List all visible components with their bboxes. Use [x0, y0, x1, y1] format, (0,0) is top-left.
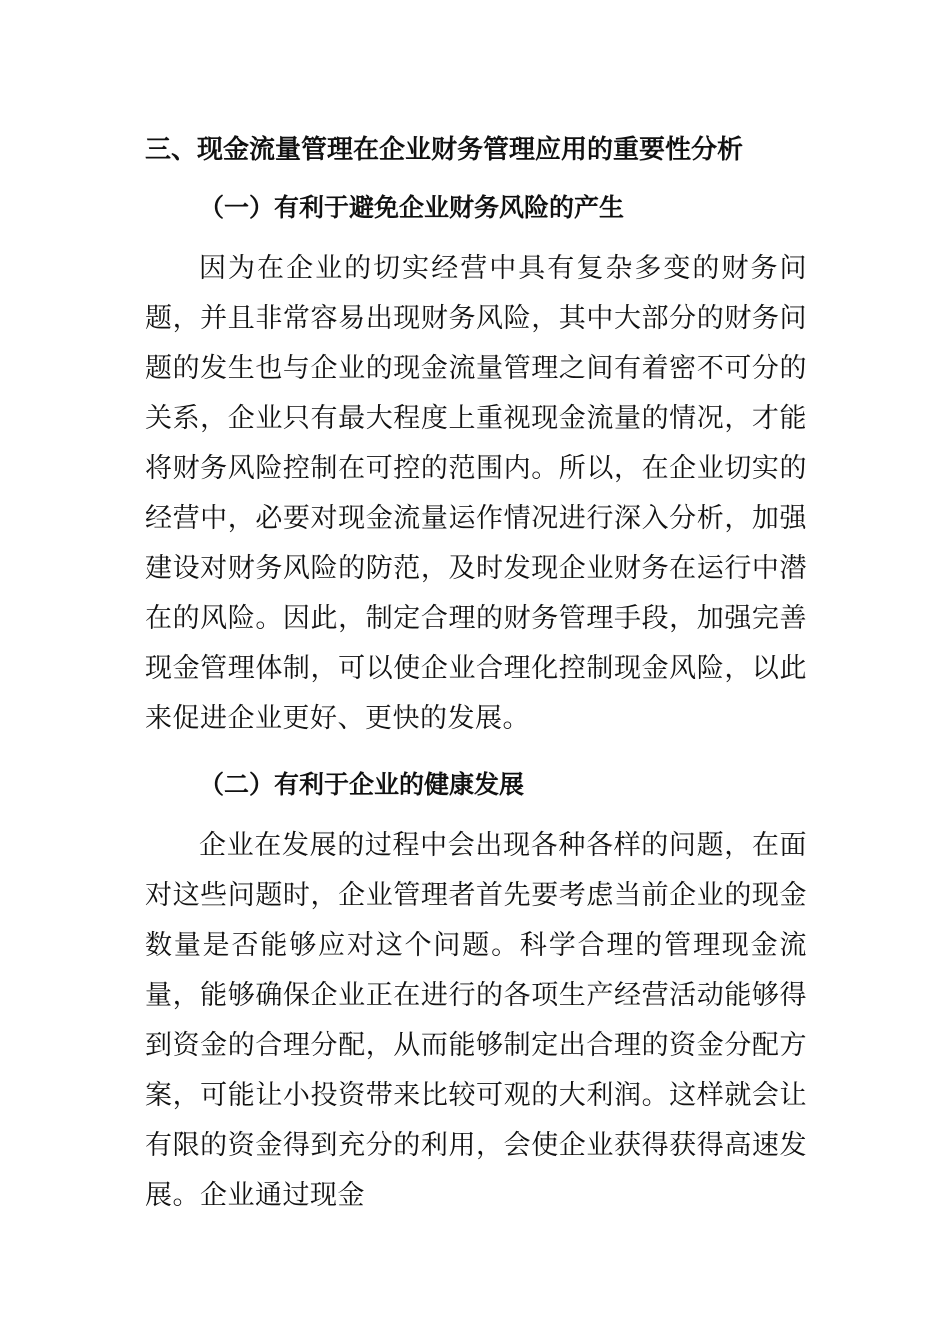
subsection-paragraph-2: 企业在发展的过程中会出现各种各样的问题，在面对这些问题时，企业管理者首先要考虑当前企业的现金数量是否能够应对这个问题。科学合理的管理现金流量，能够确保企业正在进行的各项生产经营活动能够得到资金的合理分配，从而能够制定出合理的资金分配方案，可能让小投资带来比较可观的大利润。这样就会让有限的资金得到充分的利用，会使企业获得获得高速发展。企业通过现金 [145, 830, 807, 1211]
subsection-paragraph-1: 因为在企业的切实经营中具有复杂多变的财务问题，并且非常容易出现财务风险，其中大部分的财务问题的发生也与企业的现金流量管理之间有着密不可分的关系，企业只有最大程度上重视现金流量的情况，才能将财务风险控制在可控的范围内。所以，在企业切实的经营中，必要对现金流量运作情况进行深入分析，加强建设对财务风险的防范，及时发现企业财务在运行中潜在的风险。因此，制定合理的财务管理手段，加强完善现金管理体制，可以使企业合理化控制现金风险，以此来促进企业更好、更快的发展。 [145, 253, 807, 734]
subsection-title-1: （一）有利于避免企业财务风险的产生 [199, 193, 625, 222]
section-title: 三、现金流量管理在企业财务管理应用的重要性分析 [145, 135, 744, 165]
document-page [145, 125, 807, 1221]
subsection-title-2: （二）有利于企业的健康发展 [199, 770, 525, 799]
